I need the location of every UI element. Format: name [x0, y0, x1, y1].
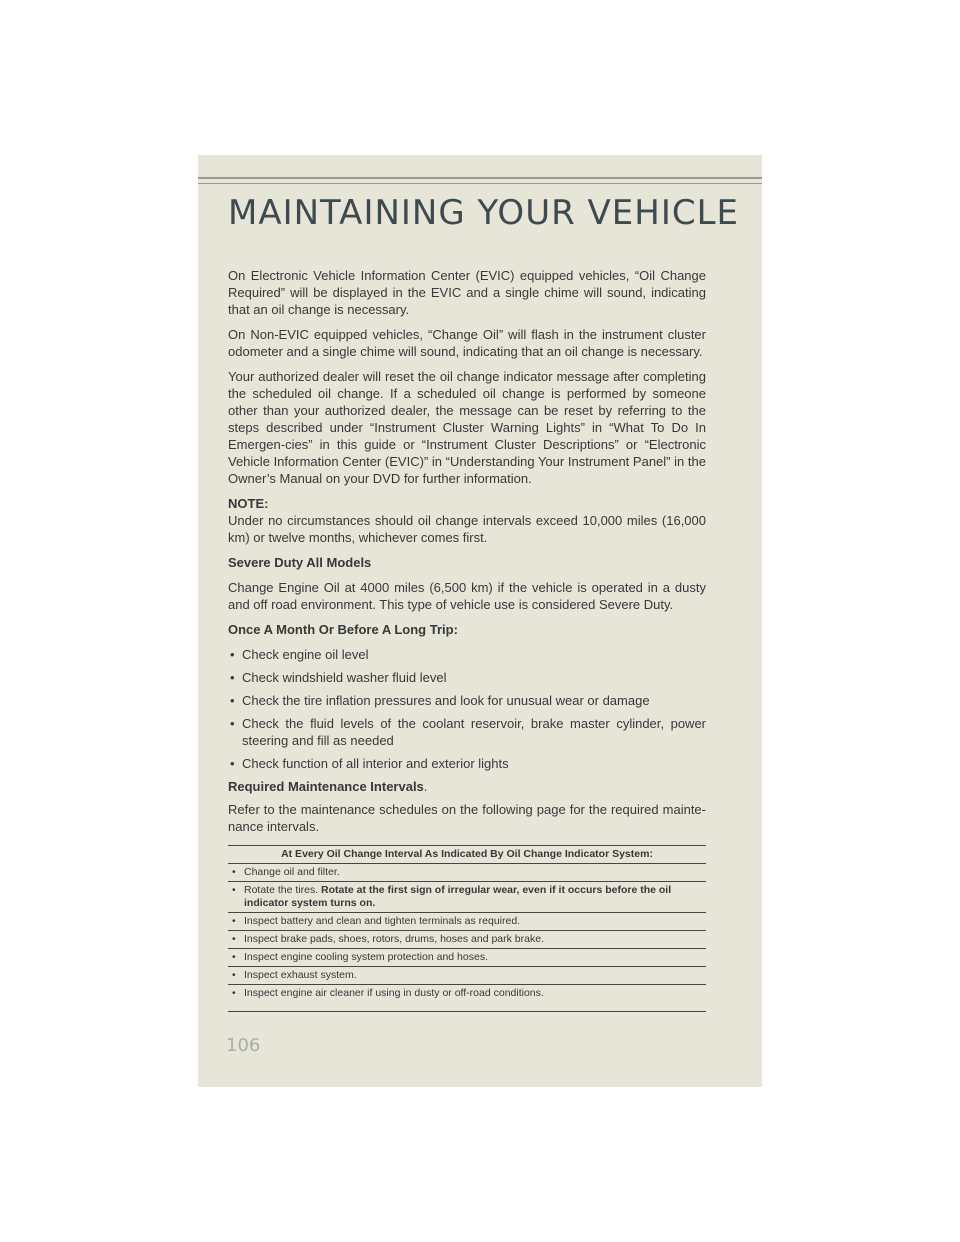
- required-intervals-heading: Required Maintenance Intervals.: [228, 779, 428, 794]
- bullet-icon: •: [230, 670, 235, 685]
- bullet-icon: •: [230, 716, 235, 731]
- table-header: At Every Oil Change Interval As Indicated By Oil Change Indicator System:: [228, 846, 706, 864]
- section-title: MAINTAINING YOUR VEHICLE: [228, 193, 740, 233]
- monthly-check-heading: Once A Month Or Before A Long Trip:: [228, 622, 458, 637]
- monthly-check-list: [228, 646, 706, 772]
- tire-rotation-warning: Rotate at the first sign of irregular wear, even if it occurs before the oil indicator system turns on.: [244, 884, 672, 909]
- bullet-icon: •: [230, 756, 235, 771]
- bullet-icon: •: [230, 647, 235, 662]
- bullet-icon: •: [230, 693, 235, 708]
- manual-page: [198, 155, 762, 1087]
- list-item: • Check function of all interior and exterior lights: [230, 756, 509, 771]
- paragraph-dealer-reset: Your authorized dealer will reset the oil change indicator message after completing the scheduled oil change. If a scheduled oil change is performed by someone other than your authorized dealer, the message can be reset by referring to the steps described under “Instrument Cluster Warning Lights” in “What To Do In Emergen-cies” in this guide or “Instrument Cluster Descriptions” or “Electronic Vehicle Information Center (EVIC)” in “Understanding Your Instrument Panel” in the Owner’s Manual on your DVD for further information.: [228, 369, 706, 486]
- paragraph-evic: On Electronic Vehicle Information Center (EVIC) equipped vehicles, “Oil Change Required” will be displayed in the EVIC and a single chime will sound, indicating that an oil change is necessary.: [228, 268, 706, 317]
- oil-change-table: [228, 845, 706, 1012]
- list-item: • Check engine oil level: [230, 647, 369, 662]
- list-item: • Check the fluid levels of the coolant reservoir, brake master cylinder, power steering and fill as needed: [230, 716, 706, 748]
- header-rule-thin: [198, 183, 762, 184]
- bullet-icon: •: [232, 915, 236, 927]
- table-row: • Inspect brake pads, shoes, rotors, drums, hoses and park brake.: [228, 931, 706, 949]
- paragraph-non-evic: On Non-EVIC equipped vehicles, “Change Oil” will flash in the instrument cluster odometer and a single chime will sound, indicating that an oil change is necessary.: [228, 327, 706, 359]
- bullet-icon: •: [232, 884, 236, 896]
- bullet-icon: •: [232, 951, 236, 963]
- list-item: • Check the tire inflation pressures and look for unusual wear or damage: [230, 693, 650, 708]
- page-body: [228, 267, 706, 1012]
- bullet-icon: •: [232, 866, 236, 878]
- severe-duty-text: Change Engine Oil at 4000 miles (6,500 km) if the vehicle is operated in a dusty and off road environment. This type of vehicle use is considered Severe Duty.: [228, 580, 706, 612]
- header-rule: [198, 177, 762, 179]
- bullet-icon: •: [232, 969, 236, 981]
- note-text: Under no circumstances should oil change intervals exceed 10,000 miles (16,000 km) or twelve months, whichever comes first.: [228, 513, 706, 545]
- required-intervals-text: Refer to the maintenance schedules on the following page for the required mainte-nance intervals.: [228, 802, 706, 834]
- table-row: • Inspect battery and clean and tighten terminals as required.: [228, 913, 706, 931]
- note-label: NOTE:: [228, 496, 269, 511]
- table-row: • Inspect exhaust system.: [228, 967, 706, 985]
- list-item: • Check windshield washer fluid level: [230, 670, 447, 685]
- bullet-icon: •: [232, 933, 236, 945]
- table-row: • Change oil and filter.: [228, 864, 706, 882]
- table-row: • Inspect engine cooling system protection and hoses.: [228, 949, 706, 967]
- table-row: • Rotate the tires. Rotate at the first sign of irregular wear, even if it occurs before the oil indicator system turns on.: [228, 882, 706, 913]
- page-number: 106: [226, 1035, 261, 1056]
- table-row: • Inspect engine air cleaner if using in dusty or off-road conditions.: [228, 985, 706, 1012]
- bullet-icon: •: [232, 987, 236, 999]
- severe-duty-heading: Severe Duty All Models: [228, 555, 372, 570]
